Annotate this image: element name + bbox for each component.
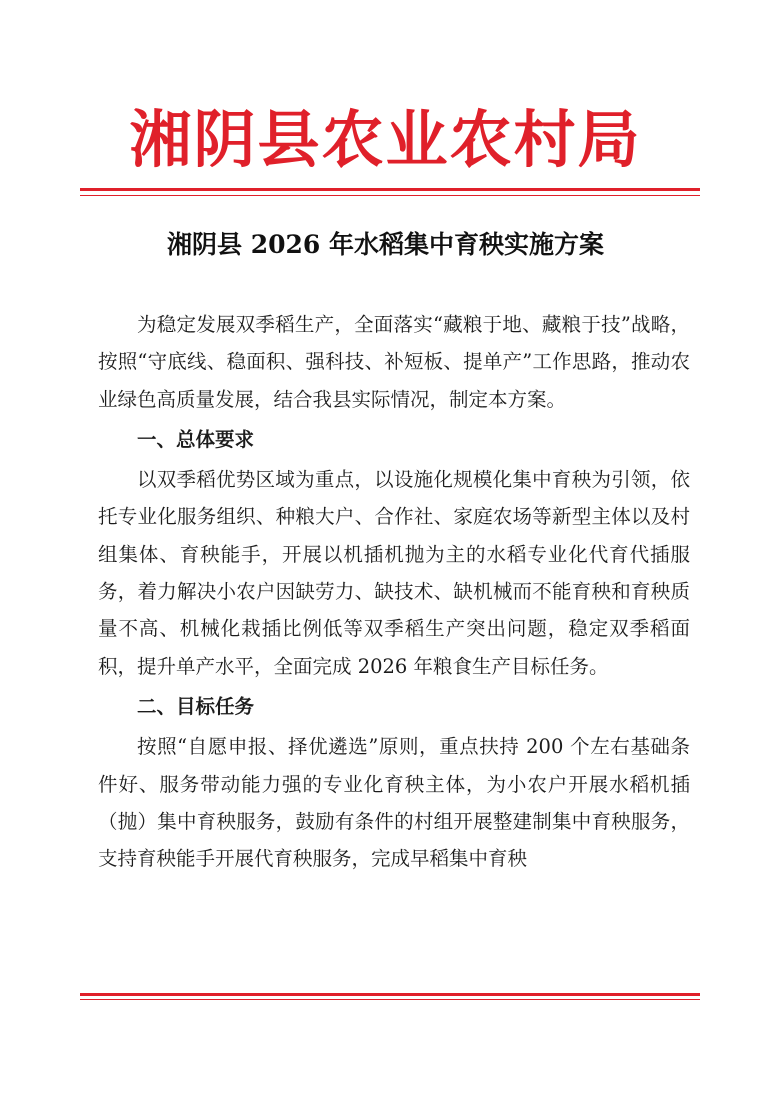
section-heading-general-requirements: 一、总体要求 [137,427,255,451]
document-title: 湘阴县 2026 年水稻集中育秧实施方案 [167,230,604,259]
targets-paragraph: 按照“自愿申报、择优遴选”原则，重点扶持 200 个左右基础条件好、服务带动能力强的专业化育秧主体，为小农户开展水稻机插（抛）集中育秧服务，鼓励有条件的村组开展整建制集中育秧服务，支持育秧能手开展代育秧服务，完成早稻集中育秧 [98,735,690,871]
footer-divider-thin [80,999,700,1000]
document-body [98,306,690,877]
general-requirements-paragraph: 以双季稻优势区域为重点，以设施化规模化集中育秧为引领，依托专业化服务组织、种粮大户、合作社、家庭农场等新型主体以及村组集体、育秧能手，开展以机插机抛为主的水稻专业化代育代插服务，着力解决小农户因缺劳力、缺技术、缺机械而不能育秧和育秧质量不高、机械化栽插比例低等双季稻生产突出问题，稳定双季稻面积，提升单产水平，全面完成 2026 年粮食生产目标任务。 [98,468,690,678]
section-heading-targets: 二、目标任务 [137,694,255,718]
header-divider-thick [80,188,700,191]
header-divider-thin [80,195,700,196]
intro-paragraph: 为稳定发展双季稻生产，全面落实“藏粮于地、藏粮于技”战略，按照“守底线、稳面积、强科技、补短板、提单产”工作思路，推动农业绿色高质量发展，结合我县实际情况，制定本方案。 [98,313,690,411]
footer-divider-thick [80,993,700,996]
issuer-header: 湘阴县农业农村局 [129,103,642,176]
